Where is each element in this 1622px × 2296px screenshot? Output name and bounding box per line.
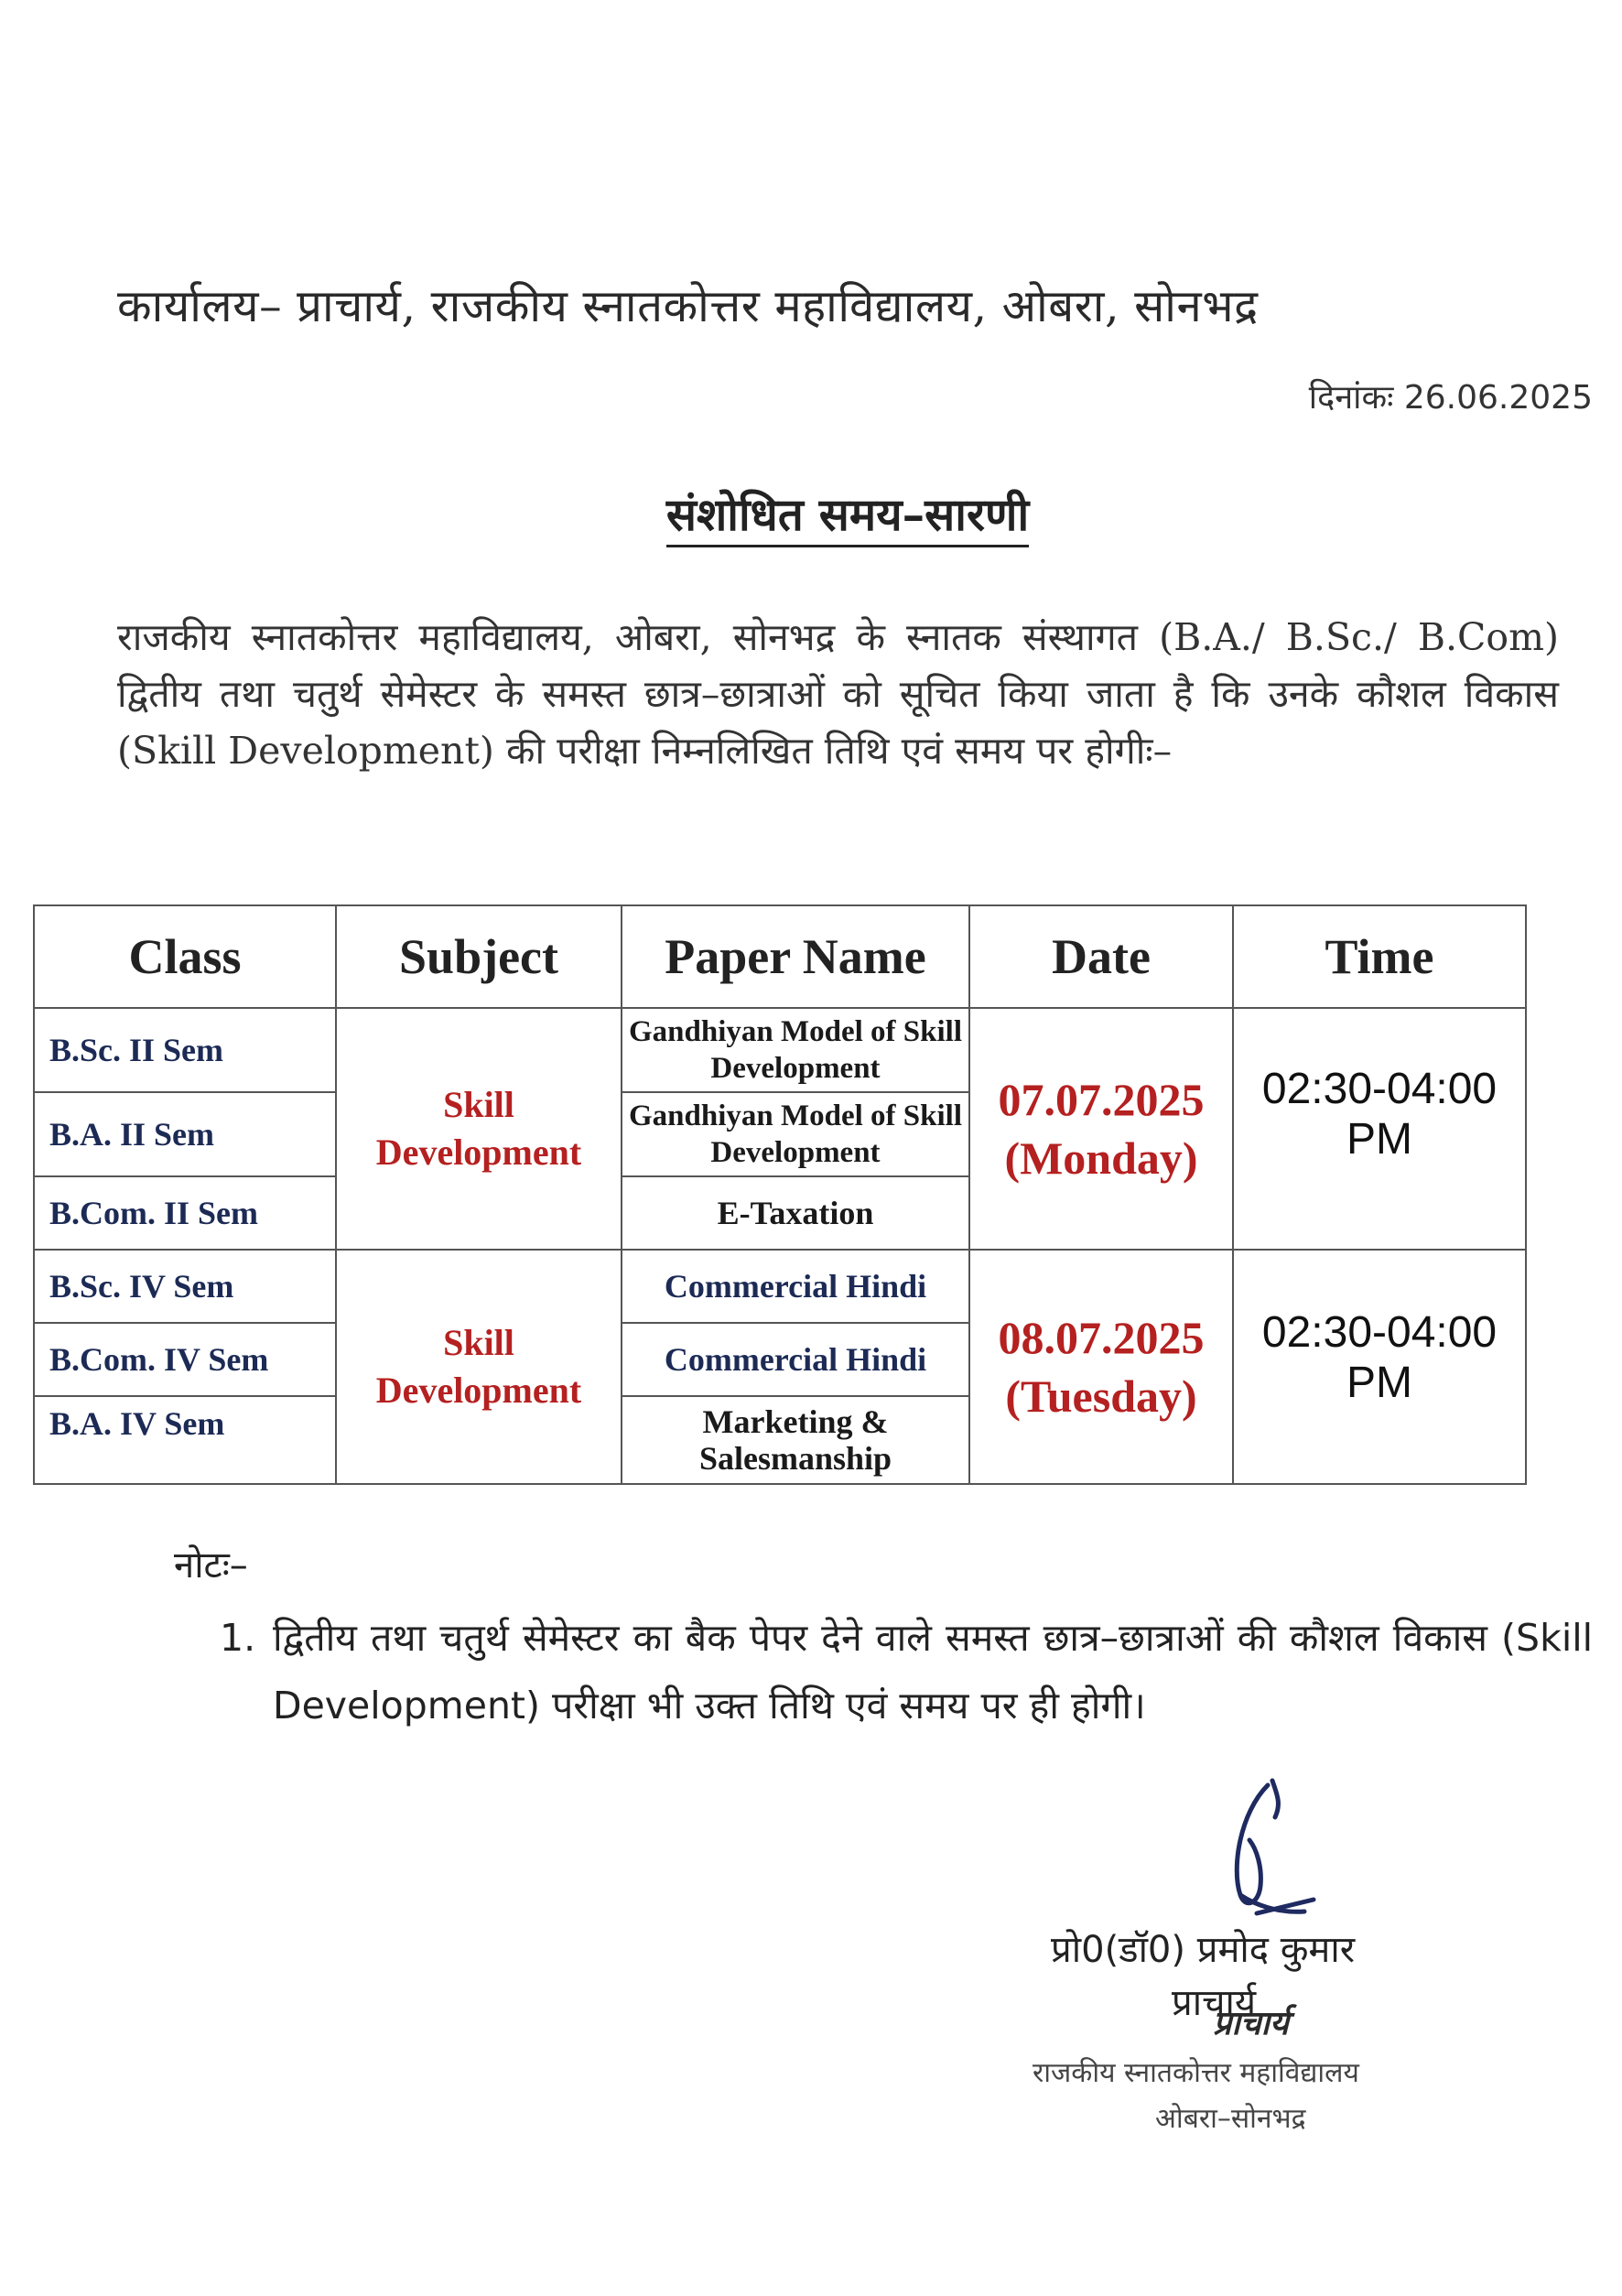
time-cell: 02:30-04:00 PM (1233, 1250, 1526, 1484)
exam-schedule-table (33, 904, 1527, 1485)
signatory-name: प्रो0(डॉ0) प्रमोद कुमार (1051, 1929, 1356, 1971)
stamp-location: ओबरा–सोनभद्र (1155, 2103, 1306, 2135)
signature (1204, 1776, 1341, 1932)
paper-cell: Commercial Hindi (622, 1250, 969, 1323)
paper-cell: Gandhiyan Model of Skill Development (622, 1008, 969, 1092)
exam-date: 08.07.2025 (998, 1312, 1205, 1363)
class-cell: B.A. II Sem (34, 1092, 336, 1176)
date-cell (969, 1008, 1233, 1250)
paper-cell: Commercial Hindi (622, 1323, 969, 1396)
stamp-institution: राजकीय स्नातकोत्तर महाविद्यालय (1033, 2057, 1359, 2089)
document-date: दिनांकः 26.06.2025 (1308, 379, 1593, 417)
exam-day: (Tuesday) (1005, 1370, 1197, 1422)
stamp-title: प्राचार्य (1213, 2005, 1289, 2042)
header-time: Time (1233, 905, 1526, 1008)
header-paper-name: Paper Name (622, 905, 969, 1008)
intro-paragraph: राजकीय स्नातकोत्तर महाविद्यालय, ओबरा, सोनभद्र के स्नातक संस्थागत (B.A./ B.Sc./ B.Com) द्वितीय तथा चतुर्थ सेमेस्टर के समस्त छात्र–छात्राओं को सूचित किया जाता है कि उनके कौशल विकास (Skill Development) की परीक्षा निम्नलिखित तिथि एवं समय पर होगीः– (117, 615, 1559, 773)
paper-cell: E-Taxation (622, 1176, 969, 1250)
office-header: कार्यालय– प्राचार्य, राजकीय स्नातकोत्तर महाविद्यालय, ओबरा, सोनभद्र (117, 280, 1259, 332)
note-text: द्वितीय तथा चतुर्थ सेमेस्टर का बैक पेपर देने वाले समस्त छात्र–छात्राओं की कौशल विकास (Skill Development) परीक्षा भी उक्त तिथि एवं समय पर ही होगी। (273, 1616, 1593, 1727)
subject-line: Development (375, 1132, 582, 1173)
class-cell: B.Com. IV Sem (34, 1323, 336, 1396)
class-cell: B.Sc. IV Sem (34, 1250, 336, 1323)
header-class: Class (34, 905, 336, 1008)
class-cell: B.A. IV Sem (34, 1396, 336, 1484)
table-header-row (34, 905, 1526, 1008)
document-title (0, 483, 1622, 544)
paper-cell: Marketing & Salesmanship (622, 1396, 969, 1484)
exam-date: 07.07.2025 (998, 1074, 1205, 1125)
exam-day: (Monday) (1004, 1132, 1198, 1184)
subject-line: Skill (443, 1084, 514, 1125)
subject-line: Development (375, 1370, 582, 1411)
note-number: 1. (220, 1616, 256, 1660)
class-cell: B.Com. II Sem (34, 1176, 336, 1250)
paper-cell: Gandhiyan Model of Skill Development (622, 1092, 969, 1176)
table-row (34, 1008, 1526, 1092)
document-title-text: संशोधित समय–सारणी (666, 488, 1029, 547)
class-cell: B.Sc. II Sem (34, 1008, 336, 1092)
header-subject: Subject (336, 905, 622, 1008)
subject-cell (336, 1008, 622, 1250)
subject-cell (336, 1250, 622, 1484)
time-cell: 02:30-04:00 PM (1233, 1008, 1526, 1250)
table-row (34, 1250, 1526, 1323)
note-item (220, 1604, 1593, 1739)
subject-line: Skill (443, 1322, 514, 1363)
date-cell (969, 1250, 1233, 1484)
note-heading: नोटः– (174, 1544, 248, 1587)
header-date: Date (969, 905, 1233, 1008)
signatory-designation: प्राचार्य (1172, 1982, 1257, 2024)
